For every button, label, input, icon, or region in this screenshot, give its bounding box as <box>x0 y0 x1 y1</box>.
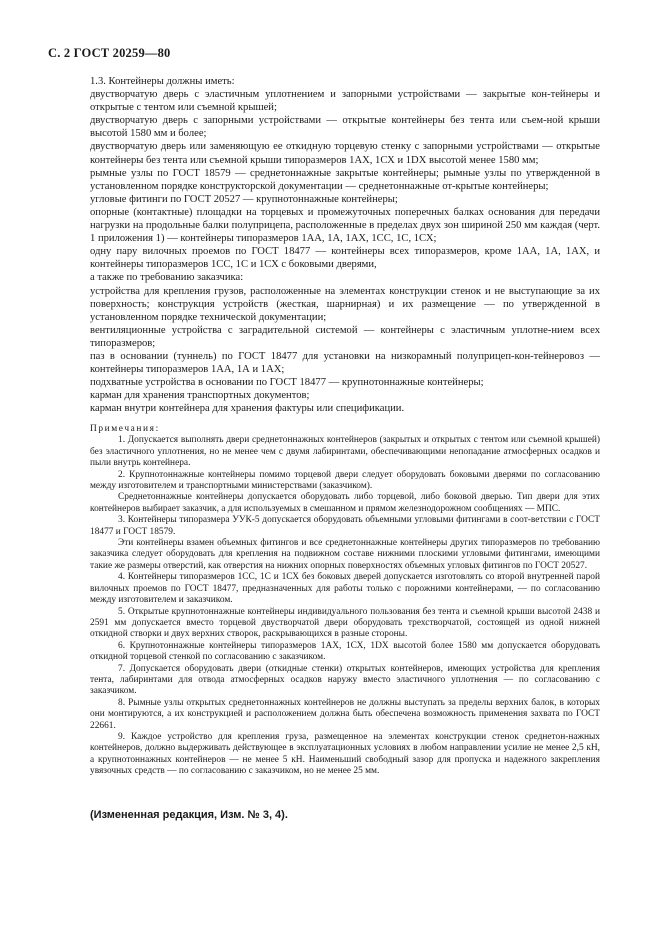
paragraph: рымные узлы по ГОСТ 18579 — среднетоннажные закрытые контейнеры; рымные узлы по утвержденной в установленном порядке конструкторской документации — среднетоннажные от-крытые контейнеры; <box>90 167 600 192</box>
note-item: 5. Открытые крупнотоннажные контейнеры индивидуального пользования без тента и съемной крыши высотой 2438 и 2591 мм допускается вместо торцевой двустворчатой двери оборудовать трехстворчатой, состоящей из одной нижней откидной створки и двух верхних створок, раскрывающихся в разные стороны. <box>90 606 600 640</box>
paragraph: вентиляционные устройства с заградительной системой — контейнеры с эластичным уплотне-нием всех типоразмеров; <box>90 324 600 349</box>
note-item: 7. Допускается оборудовать двери (откидные стенки) открытых контейнеров, имеющих устройства для крепления тента, лабиринтами для отвода атмосферных осадков наружу вместо эластичного уплотнения — по согласованию с заказчиком. <box>90 663 600 697</box>
paragraph: опорные (контактные) площадки на торцевых и промежуточных поперечных балках основания для передачи нагрузки на продольные балки полуприцепа, расположенные в пределах двух зон шириной 250 мм каждая (черт. 1 приложения 1) — контейнеры типоразмеров 1АА, 1А, 1АХ, 1СС, 1С, 1СХ; <box>90 206 600 245</box>
paragraph: угловые фитинги по ГОСТ 20527 — крупнотоннажные контейнеры; <box>90 193 398 205</box>
paragraph: устройства для крепления грузов, расположенные на элементах конструкции стенок и не выступающие за их поверхность; конструкция устройств (жесткая, шарнирная) и их размещение — по утвержденной в установленном порядке технической документации; <box>90 285 600 323</box>
note-item: 1. Допускается выполнять двери среднетоннажных контейнеров (закрытых и открытых с тентом или съемной крышей) без эластичного уплотнения, но не менее чем с двумя лабиринтами, обеспечивающими непопадание атмосферных осадков и пыли внутрь контейнера. <box>90 435 600 469</box>
note-item: 3. Контейнеры типоразмера УУК-5 допускается оборудовать объемными угловыми фитингами в соот-ветствии с ГОСТ 18477 и ГОСТ 18579. <box>90 515 600 537</box>
paragraph: двустворчатую дверь или заменяющую ее откидную торцевую стенку с запорными устройствами — открытые контейнеры без тента или съемной крыши типоразмеров 1АХ, 1СХ и 1DX высотой менее 1580 мм; <box>90 141 600 166</box>
note-item: 2. Крупнотоннажные контейнеры помимо торцевой двери следует оборудовать боковыми дверями по согласованию между изготовителем и транспортными министерствами (заказчиком). <box>90 469 600 492</box>
paragraph: подхватные устройства в основании по ГОСТ 18477 — крупнотоннажные контейнеры; <box>90 377 484 389</box>
paragraph: 1.3. Контейнеры должны иметь: <box>90 76 235 87</box>
paragraph: одну пару вилочных проемов по ГОСТ 18477 — контейнеры всех типоразмеров, кроме 1АА, 1А, 1АХ, и контейнеры типоразмеров 1СС, 1С и 1СХ с боковыми дверями, <box>90 246 600 271</box>
note-item: Эти контейнеры взамен объемных фитингов и все среднетоннажные контейнеры других типоразмеров по требованию заказчика следует оборудовать для крепления на подвижном составе нижними плоскими угловыми фитингами, имеющими такие же размеры отверстий, как отверстия на нижних опорных поверхностях объемных угловых фитингов по ГОСТ 20527. <box>90 538 600 571</box>
paragraph: а также по требованию заказчика: <box>90 272 244 284</box>
notes-block <box>90 424 600 778</box>
note-item: 8. Рымные узлы открытых среднетоннажных контейнеров не должны выступать за пределы верхних балок, в которых они монтируются, а их конструкцией и расположением должна быть обеспечена возможность применения захвата по ГОСТ 22661. <box>90 697 600 731</box>
page-header: С. 2 ГОСТ 20259—80 <box>48 46 171 60</box>
paragraph: карман для хранения транспортных документов; <box>90 390 310 402</box>
edition-note: (Измененная редакция, Изм. № 3, 4). <box>90 809 288 821</box>
note-item: 6. Крупнотоннажные контейнеры типоразмеров 1АХ, 1СХ, 1DX высотой более 1580 мм допускается оборудовать откидной торцевой стенкой по согласованию с заказчиком. <box>90 640 600 663</box>
notes-title: Примечания : <box>90 424 600 435</box>
note-item: 9. Каждое устройство для крепления груза, размещенное на элементах конструкции стенок среднетон-нажных контейнеров, должно выдерживать действующее в эксплуатационных условиях в любом направлении усилие не менее 2,5 кН, а крупнотоннажных контейнеров — не менее 5 кН. Наименьший свободный зазор для пропуска и надежного закрепления увязочных средств — по согласованию с заказчиком, но не менее 25 мм. <box>90 731 600 777</box>
paragraph: двустворчатую дверь с эластичным уплотнением и запорными устройствами — закрытые кон-тейнеры и открытые с тентом или съемной крышей; <box>90 89 600 114</box>
paragraph: карман внутри контейнера для хранения фактуры или спецификации. <box>90 403 405 415</box>
paragraph: паз в основании (туннель) по ГОСТ 18477 для установки на низкорамный полуприцеп-кон-тейнеровоз — контейнеры типоразмеров 1АА, 1А и 1АХ; <box>90 350 600 376</box>
section-1-3 <box>90 75 600 415</box>
note-item: Среднетоннажные контейнеры допускается оборудовать либо торцевой, либо боковой дверью. Тип двери для этих контейнеров выбирает заказчик, а для используемых в смешанном и прямом железнодорожном сообщениях — МПС. <box>90 492 600 514</box>
paragraph: двустворчатую дверь с запорными устройствами — открытые контейнеры без тента или съем-ной крыши высотой 1580 мм и более; <box>90 115 600 140</box>
note-item: 4. Контейнеры типоразмеров 1СС, 1С и 1СХ без боковых дверей допускается изготовлять со второй внутренней парой вилочных проемов по ГОСТ 18477, предназначенных для работы только с порожними контейнерами, — по согласованию между изготовителем и заказчиком. <box>90 572 600 606</box>
